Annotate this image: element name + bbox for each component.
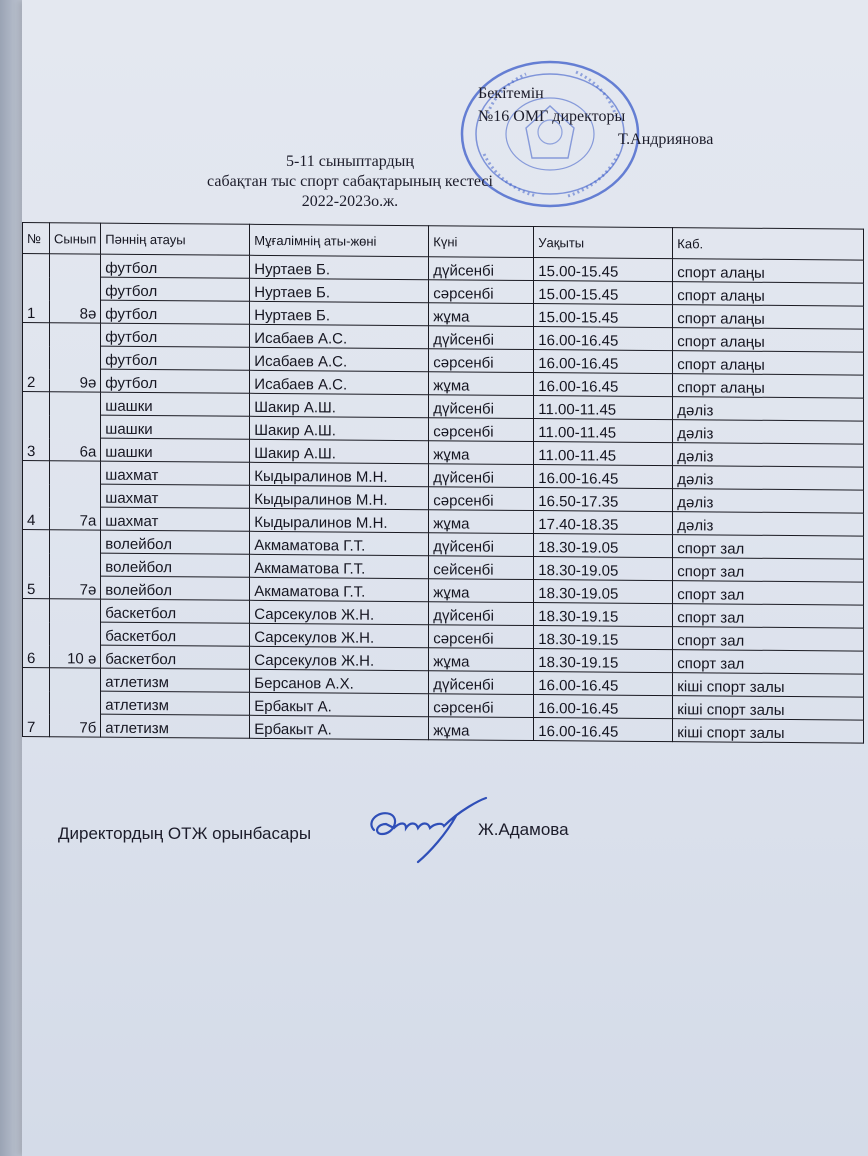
approval-line-name: Т.Андриянова <box>618 131 714 148</box>
cell-room: дәліз <box>673 466 864 490</box>
header-num: № <box>23 223 50 254</box>
header-day: Күні <box>429 226 534 258</box>
cell-day: дүйсенбі <box>429 602 534 626</box>
cell-class: 9ә <box>50 323 101 392</box>
cell-day: жұма <box>429 372 534 396</box>
cell-time: 11.00-11.45 <box>534 419 673 443</box>
cell-num: 6 <box>23 599 50 668</box>
document-title <box>140 152 560 212</box>
cell-subject: футбол <box>101 346 250 370</box>
cell-teacher: Исабаев А.С. <box>250 370 429 394</box>
cell-time: 15.00-15.45 <box>534 281 673 305</box>
cell-time: 18.30-19.05 <box>534 534 673 558</box>
cell-day: жұма <box>429 579 534 603</box>
cell-time: 16.00-16.45 <box>534 465 673 489</box>
cell-subject: шахмат <box>101 484 250 508</box>
cell-day: дүйсенбі <box>429 395 534 419</box>
signature-footer <box>58 818 658 878</box>
cell-class: 7а <box>50 461 101 530</box>
cell-subject: волейбол <box>101 530 250 554</box>
cell-subject: волейбол <box>101 553 250 577</box>
cell-time: 15.00-15.45 <box>534 304 673 328</box>
cell-day: сәрсенбі <box>429 694 534 718</box>
cell-num: 4 <box>23 461 50 530</box>
cell-room: дәліз <box>673 443 864 467</box>
cell-room: спорт алаңы <box>673 282 864 306</box>
cell-teacher: Шакир А.Ш. <box>250 416 429 440</box>
approval-block <box>478 82 738 151</box>
header-class: Сынып <box>50 223 101 254</box>
cell-subject: футбол <box>101 277 250 301</box>
cell-teacher: Сарсекулов Ж.Н. <box>250 623 429 647</box>
cell-room: спорт алаңы <box>673 259 864 283</box>
cell-day: дүйсенбі <box>429 533 534 557</box>
page-edge <box>0 0 22 1156</box>
cell-room: спорт зал <box>673 558 864 582</box>
cell-room: дәліз <box>673 420 864 444</box>
cell-subject: шахмат <box>101 507 250 531</box>
title-line-grades: 5-11 сыныптардың <box>286 153 414 170</box>
cell-time: 11.00-11.45 <box>534 442 673 466</box>
cell-teacher: Акмаматова Г.Т. <box>250 531 429 555</box>
cell-time: 16.00-16.45 <box>534 350 673 374</box>
cell-subject: футбол <box>101 300 250 324</box>
cell-room: спорт алаңы <box>673 374 864 398</box>
header-room: Каб. <box>673 228 864 260</box>
cell-subject: атлетизм <box>101 714 250 738</box>
cell-day: дүйсенбі <box>429 464 534 488</box>
cell-num: 5 <box>23 530 50 599</box>
cell-room: кіші спорт залы <box>673 673 864 697</box>
cell-day: жұма <box>429 510 534 534</box>
cell-teacher: Акмаматова Г.Т. <box>250 577 429 601</box>
cell-subject: шахмат <box>101 461 250 485</box>
cell-teacher: Исабаев А.С. <box>250 347 429 371</box>
cell-num: 3 <box>23 392 50 461</box>
deputy-position: Директордың ОТЖ орынбасары <box>58 824 312 843</box>
cell-day: сәрсенбі <box>429 280 534 304</box>
cell-subject: шашки <box>101 438 250 462</box>
cell-num: 2 <box>23 323 50 392</box>
cell-teacher: Кыдыралинов М.Н. <box>250 508 429 532</box>
cell-room: дәліз <box>673 397 864 421</box>
header-time: Уақыты <box>534 227 673 259</box>
title-line-schedule: сабақтан тыс спорт сабақтарының кестесі <box>207 173 493 190</box>
cell-day: дүйсенбі <box>429 671 534 695</box>
cell-teacher: Берсанов А.Х. <box>250 669 429 693</box>
cell-time: 17.40-18.35 <box>534 511 673 535</box>
cell-teacher: Сарсекулов Ж.Н. <box>250 646 429 670</box>
cell-room: спорт зал <box>673 535 864 559</box>
cell-room: дәліз <box>673 512 864 536</box>
cell-teacher: Кыдыралинов М.Н. <box>250 485 429 509</box>
cell-subject: футбол <box>101 323 250 347</box>
cell-subject: баскетбол <box>101 645 250 669</box>
cell-day: жұма <box>429 441 534 465</box>
cell-teacher: Нуртаев Б. <box>250 255 429 279</box>
cell-room: спорт зал <box>673 627 864 651</box>
cell-day: сәрсенбі <box>429 349 534 373</box>
cell-day: сәрсенбі <box>429 487 534 511</box>
cell-time: 18.30-19.15 <box>534 649 673 673</box>
cell-day: жұма <box>429 648 534 672</box>
cell-class: 7б <box>50 668 101 737</box>
cell-time: 18.30-19.05 <box>534 580 673 604</box>
cell-teacher: Акмаматова Г.Т. <box>250 554 429 578</box>
cell-day: сәрсенбі <box>429 418 534 442</box>
cell-time: 16.00-16.45 <box>534 695 673 719</box>
approval-line-approve: Бекітемін <box>478 85 544 102</box>
cell-class: 6а <box>50 392 101 461</box>
cell-subject: баскетбол <box>101 622 250 646</box>
cell-time: 15.00-15.45 <box>534 258 673 282</box>
cell-day: дүйсенбі <box>429 257 534 281</box>
cell-num: 1 <box>23 254 50 323</box>
cell-time: 16.50-17.35 <box>534 488 673 512</box>
cell-subject: футбол <box>101 254 250 278</box>
cell-subject: шашки <box>101 415 250 439</box>
header-subject: Пәннің атауы <box>101 223 250 255</box>
cell-day: жұма <box>429 717 534 741</box>
cell-room: кіші спорт залы <box>673 719 864 743</box>
cell-teacher: Шакир А.Ш. <box>250 439 429 463</box>
cell-time: 16.00-16.45 <box>534 672 673 696</box>
cell-time: 18.30-19.15 <box>534 603 673 627</box>
cell-room: спорт зал <box>673 650 864 674</box>
cell-room: спорт алаңы <box>673 328 864 352</box>
cell-teacher: Сарсекулов Ж.Н. <box>250 600 429 624</box>
cell-teacher: Ербакыт А. <box>250 715 429 739</box>
cell-teacher: Нуртаев Б. <box>250 278 429 302</box>
cell-day: сәрсенбі <box>429 625 534 649</box>
cell-time: 18.30-19.05 <box>534 557 673 581</box>
cell-time: 16.00-16.45 <box>534 327 673 351</box>
cell-day: жұма <box>429 303 534 327</box>
cell-teacher: Ербакыт А. <box>250 692 429 716</box>
cell-time: 16.00-16.45 <box>534 718 673 742</box>
title-line-year: 2022-2023о.ж. <box>301 193 399 210</box>
cell-teacher: Исабаев А.С. <box>250 324 429 348</box>
cell-subject: атлетизм <box>101 668 250 692</box>
cell-subject: футбол <box>101 369 250 393</box>
cell-time: 18.30-19.15 <box>534 626 673 650</box>
cell-subject: волейбол <box>101 576 250 600</box>
cell-teacher: Кыдыралинов М.Н. <box>250 462 429 486</box>
cell-class: 8ә <box>50 254 101 323</box>
schedule-table-body <box>23 254 864 744</box>
cell-teacher: Шакир А.Ш. <box>250 393 429 417</box>
cell-room: спорт алаңы <box>673 305 864 329</box>
cell-room: спорт зал <box>673 604 864 628</box>
header-teacher: Мұғалімнің аты-жөні <box>250 224 429 256</box>
cell-room: кіші спорт залы <box>673 696 864 720</box>
cell-day: сейсенбі <box>429 556 534 580</box>
cell-time: 16.00-16.45 <box>534 373 673 397</box>
cell-teacher: Нуртаев Б. <box>250 301 429 325</box>
cell-room: дәліз <box>673 489 864 513</box>
approval-line-director: №16 ОМГ директоры <box>478 108 626 125</box>
cell-num: 7 <box>23 668 50 737</box>
schedule-table <box>22 222 864 744</box>
cell-room: спорт алаңы <box>673 351 864 375</box>
cell-room: спорт зал <box>673 581 864 605</box>
cell-day: дүйсенбі <box>429 326 534 350</box>
cell-subject: шашки <box>101 392 250 416</box>
deputy-name: Ж.Адамова <box>478 820 569 839</box>
cell-subject: баскетбол <box>101 599 250 623</box>
cell-time: 11.00-11.45 <box>534 396 673 420</box>
cell-class: 10 ә <box>50 599 101 668</box>
cell-class: 7ә <box>50 530 101 599</box>
cell-subject: атлетизм <box>101 691 250 715</box>
